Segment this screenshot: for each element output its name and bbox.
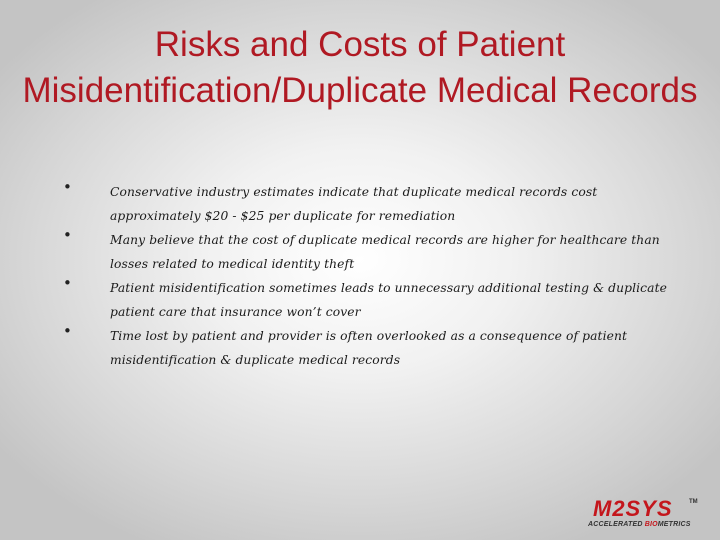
bullet-marker: • <box>63 226 72 244</box>
m2sys-logo <box>585 497 705 531</box>
logo-trademark: TM <box>689 499 698 505</box>
bullet-marker: • <box>63 274 72 292</box>
logo-wordmark: M2SYS <box>593 496 673 521</box>
logo-tagline-end: METRICS <box>657 521 691 528</box>
logo-tagline-start: ACCELERATED <box>588 521 645 528</box>
slide-title: Risks and Costs of Patient Misidentification/Duplicate Medical Records <box>22 25 698 110</box>
bullet-item: Many believe that the cost of duplicate medical records are higher for healthcare than losses related to medical identity theft <box>110 233 660 271</box>
logo-tagline <box>588 521 691 528</box>
bullet-item: Patient misidentification sometimes leads to unnecessary additional testing & duplicate patient care that insurance won’t cover <box>110 281 668 319</box>
logo-tagline-accent: BIO <box>644 521 658 528</box>
bullet-marker: • <box>63 322 72 340</box>
bullet-item: Time lost by patient and provider is often overlooked as a consequence of patient misidentification & duplicate medical records <box>110 329 628 367</box>
bullet-marker: • <box>63 178 72 196</box>
bullet-item: Conservative industry estimates indicate that duplicate medical records cost approximately $20 - $25 per duplicate for remediation <box>110 185 598 223</box>
